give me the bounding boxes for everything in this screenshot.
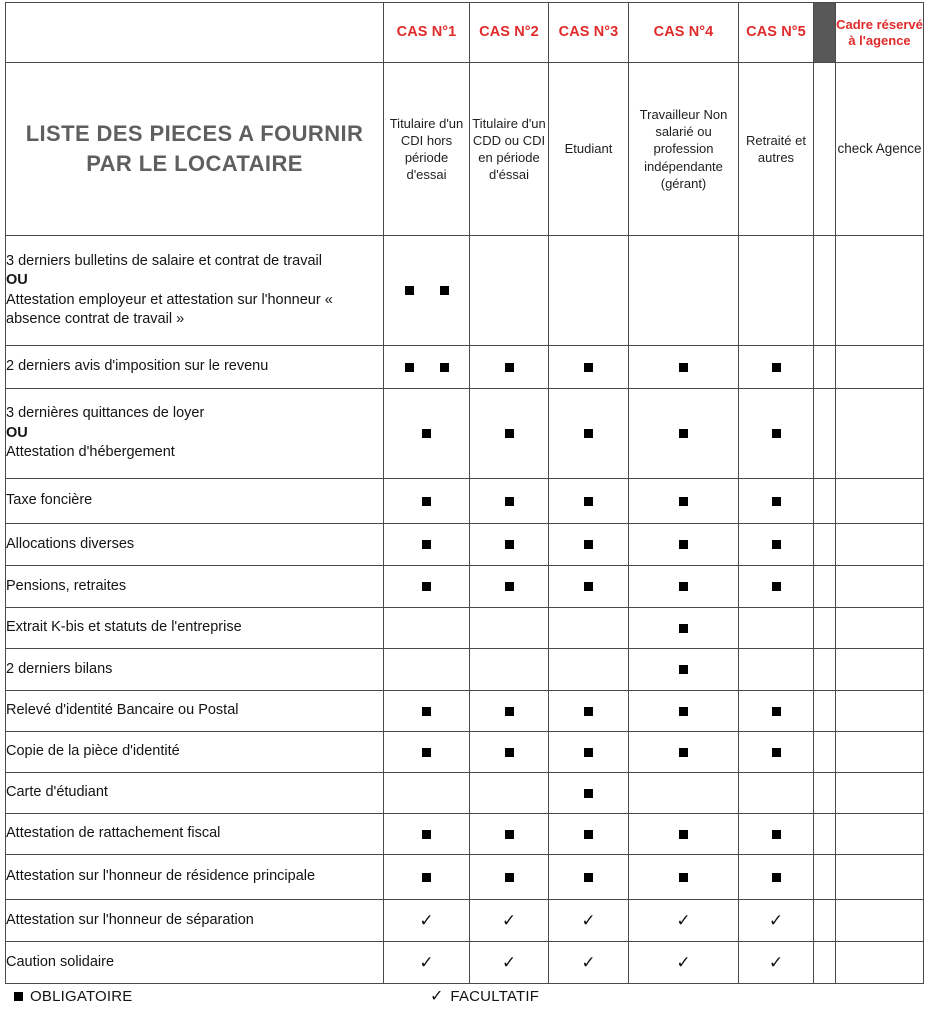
marker-group (739, 873, 813, 882)
requirement-cell-cas-3[interactable] (549, 389, 629, 479)
marker-group (384, 748, 469, 757)
marker-group (549, 429, 628, 438)
requirement-cell-cas-3[interactable] (549, 814, 629, 855)
requirement-cell-cas-4[interactable] (629, 855, 739, 900)
marker-group (384, 830, 469, 839)
requirement-cell-cas-5[interactable] (739, 900, 814, 942)
requirement-cell-cas-1[interactable] (384, 814, 470, 855)
marker-group (549, 789, 628, 798)
filled-square-icon (679, 748, 688, 757)
marker-group (739, 912, 813, 929)
requirement-cell-cas-2[interactable] (470, 649, 549, 691)
marker-group (384, 363, 469, 372)
filled-square-icon (422, 582, 431, 591)
requirement-cell-cas-3[interactable] (549, 479, 629, 524)
separator-strip (814, 479, 836, 524)
filled-square-icon (679, 429, 688, 438)
filled-square-icon (584, 830, 593, 839)
marker-group (739, 830, 813, 839)
filled-square-icon (679, 624, 688, 633)
agency-check-cell[interactable] (836, 814, 924, 855)
requirement-cell-cas-2[interactable] (470, 942, 549, 984)
table-row (6, 732, 924, 773)
requirement-cell-cas-1[interactable] (384, 608, 470, 649)
requirement-cell-cas-5[interactable] (739, 524, 814, 566)
marker-group (629, 912, 738, 929)
row-label: Attestation sur l'honneur de séparation (6, 900, 384, 942)
marker-group (629, 873, 738, 882)
marker-group (629, 624, 738, 633)
filled-square-icon (505, 497, 514, 506)
requirement-cell-cas-4[interactable] (629, 346, 739, 389)
filled-square-icon (422, 497, 431, 506)
row-label: Copie de la pièce d'identité (6, 732, 384, 773)
filled-square-icon (772, 497, 781, 506)
requirement-cell-cas-2[interactable] (470, 236, 549, 346)
separator-strip (814, 814, 836, 855)
filled-square-icon (422, 873, 431, 882)
separator-strip (814, 855, 836, 900)
pieces-a-fournir-table (5, 2, 924, 984)
checkmark-icon: ✓ (676, 911, 691, 930)
filled-square-icon (14, 992, 23, 1001)
requirement-cell-cas-1[interactable] (384, 524, 470, 566)
marker-group (549, 497, 628, 506)
filled-square-icon (772, 429, 781, 438)
legend-mandatory-label: OBLIGATOIRE (30, 988, 133, 1005)
requirement-cell-cas-4[interactable] (629, 900, 739, 942)
requirement-cell-cas-2[interactable] (470, 389, 549, 479)
row-label: Taxe foncière (6, 479, 384, 524)
filled-square-icon (584, 873, 593, 882)
separator-strip (814, 566, 836, 608)
row-label: Allocations diverses (6, 524, 384, 566)
marker-group (549, 363, 628, 372)
checkmark-icon: ✓ (501, 911, 517, 930)
desc-cas-1: Titulaire d'un CDI hors période d'essai (384, 63, 470, 236)
separator-strip (814, 236, 836, 346)
requirement-cell-cas-3[interactable] (549, 649, 629, 691)
agency-check-cell[interactable] (836, 773, 924, 814)
marker-group (739, 582, 813, 591)
requirement-cell-cas-5[interactable] (739, 649, 814, 691)
filled-square-icon (679, 540, 688, 549)
separator-strip (814, 732, 836, 773)
filled-square-icon (422, 830, 431, 839)
filled-square-icon (679, 707, 688, 716)
requirement-cell-cas-2[interactable] (470, 479, 549, 524)
row-label: Relevé d'identité Bancaire ou Postal (6, 691, 384, 732)
requirement-cell-cas-4[interactable] (629, 732, 739, 773)
filled-square-icon (422, 748, 431, 757)
checkmark-icon: ✓ (501, 953, 517, 972)
checkmark-icon: ✓ (419, 911, 434, 930)
requirement-cell-cas-2[interactable] (470, 524, 549, 566)
desc-check-agence: check Agence (836, 63, 924, 236)
filled-square-icon (584, 707, 593, 716)
row-label: Carte d'étudiant (6, 773, 384, 814)
checkmark-icon: ✓ (581, 953, 596, 972)
filled-square-icon (772, 540, 781, 549)
legend-optional-label: FACULTATIF (450, 988, 540, 1005)
marker-group (384, 707, 469, 716)
separator-strip (814, 524, 836, 566)
filled-square-icon (772, 582, 781, 591)
filled-square-icon (584, 582, 593, 591)
requirement-cell-cas-5[interactable] (739, 814, 814, 855)
requirement-cell-cas-4[interactable] (629, 773, 739, 814)
marker-group (384, 954, 469, 971)
requirement-cell-cas-3[interactable] (549, 608, 629, 649)
desc-cas-5: Retraité et autres (739, 63, 814, 236)
table-row (6, 900, 924, 942)
checkmark-icon: ✓ (768, 953, 784, 972)
requirement-cell-cas-1[interactable] (384, 566, 470, 608)
requirement-cell-cas-2[interactable] (470, 566, 549, 608)
agency-check-cell[interactable] (836, 608, 924, 649)
table-row (6, 524, 924, 566)
filled-square-icon (679, 497, 688, 506)
marker-group (549, 748, 628, 757)
requirement-cell-cas-5[interactable] (739, 389, 814, 479)
marker-group (629, 830, 738, 839)
agency-check-cell[interactable] (836, 236, 924, 346)
requirement-cell-cas-5[interactable] (739, 236, 814, 346)
filled-square-icon (584, 497, 593, 506)
requirement-cell-cas-4[interactable] (629, 566, 739, 608)
row-label: Caution solidaire (6, 942, 384, 984)
requirement-cell-cas-1[interactable] (384, 732, 470, 773)
requirement-cell-cas-1[interactable] (384, 649, 470, 691)
marker-group (470, 954, 548, 971)
table-body (6, 3, 924, 984)
separator-strip (814, 773, 836, 814)
filled-square-icon (405, 286, 414, 295)
marker-group (739, 954, 813, 971)
marker-group (470, 912, 548, 929)
requirement-cell-cas-4[interactable] (629, 236, 739, 346)
desc-cas-2: Titulaire d'un CDD ou CDI en période d'éssai (470, 63, 549, 236)
requirement-cell-cas-3[interactable] (549, 942, 629, 984)
marker-group (629, 748, 738, 757)
checkmark-icon: ✓ (676, 953, 691, 972)
marker-group (470, 873, 548, 882)
marker-group (629, 497, 738, 506)
header-cas-5: CAS N°5 (739, 3, 814, 63)
marker-group (739, 707, 813, 716)
marker-group (384, 912, 469, 929)
requirement-cell-cas-5[interactable] (739, 566, 814, 608)
requirement-cell-cas-3[interactable] (549, 855, 629, 900)
requirement-cell-cas-1[interactable] (384, 346, 470, 389)
marker-group (384, 286, 469, 295)
marker-group (549, 954, 628, 971)
requirement-cell-cas-1[interactable] (384, 773, 470, 814)
filled-square-icon (505, 748, 514, 757)
checkmark-icon: ✓ (768, 911, 784, 930)
legend-optional (430, 988, 539, 1005)
marker-group (470, 707, 548, 716)
agency-check-cell[interactable] (836, 942, 924, 984)
filled-square-icon (772, 707, 781, 716)
separator-strip (814, 389, 836, 479)
marker-group (470, 830, 548, 839)
requirement-cell-cas-3[interactable] (549, 691, 629, 732)
checkmark-icon: ✓ (581, 911, 596, 930)
marker-group (470, 748, 548, 757)
requirement-cell-cas-4[interactable] (629, 649, 739, 691)
requirement-cell-cas-2[interactable] (470, 608, 549, 649)
marker-group (739, 497, 813, 506)
table-row (6, 814, 924, 855)
agency-check-cell[interactable] (836, 691, 924, 732)
marker-group (739, 363, 813, 372)
requirement-cell-cas-1[interactable] (384, 389, 470, 479)
filled-square-icon (679, 582, 688, 591)
marker-group (739, 748, 813, 757)
table-row (6, 479, 924, 524)
separator-strip (814, 900, 836, 942)
requirement-cell-cas-5[interactable] (739, 691, 814, 732)
marker-group (470, 429, 548, 438)
page-title: LISTE DES PIECES A FOURNIR PAR LE LOCATAIRE (25, 120, 364, 176)
row-label: Attestation de rattachement fiscal (6, 814, 384, 855)
row-label: Attestation sur l'honneur de résidence principale (6, 855, 384, 900)
marker-group (629, 582, 738, 591)
requirement-cell-cas-5[interactable] (739, 942, 814, 984)
table-row (6, 942, 924, 984)
requirement-cell-cas-2[interactable] (470, 900, 549, 942)
corner-blank-cell (6, 3, 384, 63)
requirement-cell-cas-3[interactable] (549, 732, 629, 773)
row-label: Pensions, retraites (6, 566, 384, 608)
separator-strip (814, 649, 836, 691)
agency-check-cell[interactable] (836, 566, 924, 608)
table-row (6, 608, 924, 649)
marker-group (470, 497, 548, 506)
filled-square-icon (422, 429, 431, 438)
table-row (6, 236, 924, 346)
marker-group (549, 540, 628, 549)
filled-square-icon (772, 363, 781, 372)
requirement-cell-cas-5[interactable] (739, 608, 814, 649)
marker-group (384, 582, 469, 591)
filled-square-icon (679, 873, 688, 882)
separator-strip (814, 608, 836, 649)
requirement-cell-cas-4[interactable] (629, 389, 739, 479)
table-row (6, 389, 924, 479)
table-row (6, 855, 924, 900)
marker-group (384, 540, 469, 549)
filled-square-icon (679, 830, 688, 839)
table-row (6, 691, 924, 732)
requirement-cell-cas-2[interactable] (470, 855, 549, 900)
agency-check-cell[interactable] (836, 524, 924, 566)
filled-square-icon (505, 830, 514, 839)
table-row (6, 346, 924, 389)
agency-check-cell[interactable] (836, 732, 924, 773)
requirement-cell-cas-5[interactable] (739, 479, 814, 524)
requirement-cell-cas-4[interactable] (629, 524, 739, 566)
agency-check-cell[interactable] (836, 900, 924, 942)
requirement-cell-cas-1[interactable] (384, 855, 470, 900)
requirement-cell-cas-4[interactable] (629, 814, 739, 855)
desc-cas-4: Travailleur Non salarié ou profession indépendante (gérant) (629, 63, 739, 236)
filled-square-icon (440, 286, 449, 295)
marker-group (384, 497, 469, 506)
marker-group (549, 830, 628, 839)
filled-square-icon (422, 540, 431, 549)
row-label: 3 derniers bulletins de salaire et contrat de travail OU Attestation employeur et attestation sur l'honneur « absence contrat de travail » (6, 236, 384, 346)
marker-group (549, 912, 628, 929)
requirement-cell-cas-2[interactable] (470, 691, 549, 732)
filled-square-icon (584, 540, 593, 549)
filled-square-icon (505, 707, 514, 716)
requirement-cell-cas-4[interactable] (629, 691, 739, 732)
header-cas-4: CAS N°4 (629, 3, 739, 63)
separator-strip (814, 942, 836, 984)
requirement-cell-cas-3[interactable] (549, 900, 629, 942)
agency-check-cell[interactable] (836, 649, 924, 691)
filled-square-icon (584, 429, 593, 438)
marker-group (549, 873, 628, 882)
requirement-cell-cas-1[interactable] (384, 691, 470, 732)
requirement-cell-cas-5[interactable] (739, 855, 814, 900)
requirement-cell-cas-4[interactable] (629, 608, 739, 649)
marker-group (629, 363, 738, 372)
requirement-cell-cas-3[interactable] (549, 346, 629, 389)
table-row (6, 649, 924, 691)
filled-square-icon (772, 748, 781, 757)
marker-group (384, 873, 469, 882)
page-title-cell (6, 63, 384, 236)
checkmark-icon: ✓ (430, 987, 444, 1005)
requirement-cell-cas-2[interactable] (470, 814, 549, 855)
checkmark-icon: ✓ (419, 953, 434, 972)
row-label: Extrait K-bis et statuts de l'entreprise (6, 608, 384, 649)
filled-square-icon (505, 429, 514, 438)
agency-check-cell[interactable] (836, 855, 924, 900)
filled-square-icon (584, 748, 593, 757)
header-cadre-agence: Cadre réservé à l'agence (836, 3, 924, 63)
requirement-cell-cas-5[interactable] (739, 773, 814, 814)
filled-square-icon (505, 873, 514, 882)
separator-strip-descriptions (814, 63, 836, 236)
marker-group (549, 707, 628, 716)
filled-square-icon (422, 707, 431, 716)
agency-check-cell[interactable] (836, 346, 924, 389)
requirement-cell-cas-4[interactable] (629, 942, 739, 984)
header-row-case-numbers (6, 3, 924, 63)
agency-check-cell[interactable] (836, 479, 924, 524)
requirement-cell-cas-1[interactable] (384, 900, 470, 942)
header-cas-3: CAS N°3 (549, 3, 629, 63)
header-cas-1: CAS N°1 (384, 3, 470, 63)
filled-square-icon (679, 665, 688, 674)
requirement-cell-cas-2[interactable] (470, 732, 549, 773)
separator-strip (814, 346, 836, 389)
filled-square-icon (679, 363, 688, 372)
marker-group (739, 429, 813, 438)
table-row (6, 566, 924, 608)
separator-strip (814, 691, 836, 732)
marker-group (629, 429, 738, 438)
marker-group (549, 582, 628, 591)
requirement-cell-cas-3[interactable] (549, 236, 629, 346)
requirement-cell-cas-2[interactable] (470, 346, 549, 389)
desc-cas-3: Etudiant (549, 63, 629, 236)
row-label: 3 dernières quittances de loyer OU Attestation d'hébergement (6, 389, 384, 479)
requirement-cell-cas-3[interactable] (549, 566, 629, 608)
marker-group (629, 540, 738, 549)
filled-square-icon (772, 830, 781, 839)
row-label: 2 derniers bilans (6, 649, 384, 691)
filled-square-icon (505, 540, 514, 549)
marker-group (629, 665, 738, 674)
table-row (6, 773, 924, 814)
filled-square-icon (505, 363, 514, 372)
separator-strip-header (814, 3, 836, 63)
requirement-cell-cas-1[interactable] (384, 942, 470, 984)
requirement-cell-cas-1[interactable] (384, 236, 470, 346)
requirement-cell-cas-3[interactable] (549, 524, 629, 566)
marker-group (384, 429, 469, 438)
legend (5, 988, 923, 1016)
agency-check-cell[interactable] (836, 389, 924, 479)
filled-square-icon (772, 873, 781, 882)
requirement-cell-cas-5[interactable] (739, 732, 814, 773)
header-cas-2: CAS N°2 (470, 3, 549, 63)
row-label: 2 derniers avis d'imposition sur le revenu (6, 346, 384, 389)
marker-group (629, 954, 738, 971)
marker-group (739, 540, 813, 549)
requirement-cell-cas-2[interactable] (470, 773, 549, 814)
marker-group (470, 582, 548, 591)
header-row-descriptions (6, 63, 924, 236)
filled-square-icon (584, 789, 593, 798)
filled-square-icon (405, 363, 414, 372)
marker-group (470, 363, 548, 372)
requirement-cell-cas-3[interactable] (549, 773, 629, 814)
filled-square-icon (505, 582, 514, 591)
requirement-cell-cas-4[interactable] (629, 479, 739, 524)
filled-square-icon (584, 363, 593, 372)
marker-group (470, 540, 548, 549)
legend-mandatory (14, 988, 133, 1005)
filled-square-icon (440, 363, 449, 372)
requirement-cell-cas-1[interactable] (384, 479, 470, 524)
requirement-cell-cas-5[interactable] (739, 346, 814, 389)
marker-group (629, 707, 738, 716)
